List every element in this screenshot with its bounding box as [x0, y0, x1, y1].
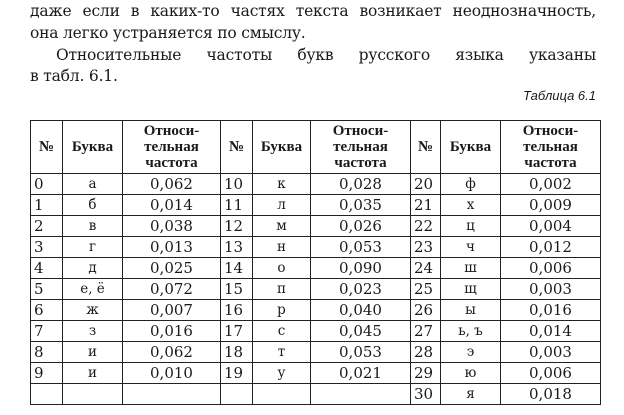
cell-letter: ж: [63, 300, 123, 321]
cell-letter: [63, 384, 123, 405]
cell-letter: к: [253, 174, 311, 195]
paragraph-2-line-1: Относительные частоты букв русского языка указаны: [56, 46, 596, 64]
header-frequency-line: Относи-: [143, 123, 200, 139]
cell-letter: [253, 384, 311, 405]
table-row: [31, 216, 601, 237]
cell-frequency: 0,016: [501, 300, 601, 321]
table-row: [31, 363, 601, 384]
table-row: [31, 258, 601, 279]
header-letter: Буква: [441, 121, 501, 174]
cell-letter: э: [441, 342, 501, 363]
cell-frequency: 0,090: [311, 258, 411, 279]
cell-number: 23: [411, 237, 441, 258]
cell-letter: з: [63, 321, 123, 342]
cell-letter: о: [253, 258, 311, 279]
table-header-row: [31, 121, 601, 174]
header-frequency-line: тельная: [333, 139, 388, 155]
cell-letter: у: [253, 363, 311, 384]
cell-letter: и: [63, 363, 123, 384]
cell-letter: ф: [441, 174, 501, 195]
table-row: [31, 384, 601, 405]
cell-frequency: 0,007: [123, 300, 221, 321]
cell-letter: ю: [441, 363, 501, 384]
cell-frequency: 0,006: [501, 258, 601, 279]
cell-letter: л: [253, 195, 311, 216]
header-frequency-line: частота: [334, 155, 387, 171]
cell-letter: я: [441, 384, 501, 405]
cell-letter: т: [253, 342, 311, 363]
header-frequency-line: частота: [524, 155, 577, 171]
cell-letter: с: [253, 321, 311, 342]
cell-frequency: 0,014: [501, 321, 601, 342]
header-letter: Буква: [63, 121, 123, 174]
cell-frequency: 0,038: [123, 216, 221, 237]
cell-number: 3: [31, 237, 63, 258]
cell-letter: х: [441, 195, 501, 216]
paragraph-1-line-1: даже если в каких-то частях текста возникает неоднозначность,: [30, 2, 596, 20]
header-number: №: [411, 121, 441, 174]
cell-frequency: 0,023: [311, 279, 411, 300]
cell-number: 28: [411, 342, 441, 363]
cell-letter: м: [253, 216, 311, 237]
cell-number: 10: [221, 174, 253, 195]
cell-letter: н: [253, 237, 311, 258]
cell-number: 5: [31, 279, 63, 300]
header-frequency: [501, 121, 601, 174]
cell-number: 25: [411, 279, 441, 300]
cell-frequency: 0,021: [311, 363, 411, 384]
cell-frequency: 0,053: [311, 342, 411, 363]
cell-letter: д: [63, 258, 123, 279]
table-row: [31, 300, 601, 321]
cell-number: 20: [411, 174, 441, 195]
cell-frequency: 0,010: [123, 363, 221, 384]
header-frequency-line: тельная: [144, 139, 199, 155]
letter-frequency-table: [30, 120, 601, 405]
cell-number: 29: [411, 363, 441, 384]
cell-frequency: 0,028: [311, 174, 411, 195]
cell-letter: г: [63, 237, 123, 258]
cell-number: 16: [221, 300, 253, 321]
cell-frequency: 0,062: [123, 342, 221, 363]
cell-number: 12: [221, 216, 253, 237]
cell-frequency: [123, 384, 221, 405]
cell-frequency: 0,012: [501, 237, 601, 258]
header-frequency-line: Относи-: [522, 123, 579, 139]
table-row: [31, 279, 601, 300]
cell-frequency: 0,003: [501, 342, 601, 363]
cell-number: 1: [31, 195, 63, 216]
cell-number: 4: [31, 258, 63, 279]
cell-number: [31, 384, 63, 405]
cell-frequency: 0,035: [311, 195, 411, 216]
cell-frequency: 0,026: [311, 216, 411, 237]
header-number: №: [31, 121, 63, 174]
cell-frequency: 0,014: [123, 195, 221, 216]
table-row: [31, 195, 601, 216]
header-letter: Буква: [253, 121, 311, 174]
cell-number: 14: [221, 258, 253, 279]
cell-number: 17: [221, 321, 253, 342]
cell-frequency: 0,040: [311, 300, 411, 321]
cell-number: [221, 384, 253, 405]
cell-letter: и: [63, 342, 123, 363]
cell-number: 26: [411, 300, 441, 321]
cell-number: 2: [31, 216, 63, 237]
header-frequency-line: тельная: [523, 139, 578, 155]
cell-number: 8: [31, 342, 63, 363]
cell-letter: ы: [441, 300, 501, 321]
cell-frequency: 0,002: [501, 174, 601, 195]
cell-letter: в: [63, 216, 123, 237]
table-row: [31, 237, 601, 258]
cell-number: 21: [411, 195, 441, 216]
cell-letter: ч: [441, 237, 501, 258]
cell-frequency: 0,062: [123, 174, 221, 195]
cell-frequency: 0,006: [501, 363, 601, 384]
cell-letter: е, ё: [63, 279, 123, 300]
cell-frequency: 0,045: [311, 321, 411, 342]
cell-number: 27: [411, 321, 441, 342]
table-caption: Таблица 6.1: [523, 88, 596, 103]
cell-frequency: 0,003: [501, 279, 601, 300]
cell-number: 6: [31, 300, 63, 321]
cell-number: 7: [31, 321, 63, 342]
cell-number: 18: [221, 342, 253, 363]
cell-letter: ц: [441, 216, 501, 237]
cell-number: 22: [411, 216, 441, 237]
cell-letter: а: [63, 174, 123, 195]
cell-letter: п: [253, 279, 311, 300]
cell-frequency: 0,009: [501, 195, 601, 216]
table-row: [31, 174, 601, 195]
cell-number: 11: [221, 195, 253, 216]
paragraph-2-line-2: в табл. 6.1.: [30, 67, 118, 85]
cell-number: 19: [221, 363, 253, 384]
cell-letter: р: [253, 300, 311, 321]
cell-frequency: 0,053: [311, 237, 411, 258]
cell-number: 15: [221, 279, 253, 300]
cell-frequency: 0,072: [123, 279, 221, 300]
cell-frequency: 0,004: [501, 216, 601, 237]
header-number: №: [221, 121, 253, 174]
table-row: [31, 321, 601, 342]
header-frequency-line: Относи-: [332, 123, 389, 139]
header-frequency-line: частота: [145, 155, 198, 171]
header-frequency: [311, 121, 411, 174]
cell-letter: ь, ъ: [441, 321, 501, 342]
cell-number: 9: [31, 363, 63, 384]
cell-number: 24: [411, 258, 441, 279]
cell-letter: щ: [441, 279, 501, 300]
header-frequency: [123, 121, 221, 174]
cell-frequency: 0,016: [123, 321, 221, 342]
table-row: [31, 342, 601, 363]
paragraph-1-line-2: она легко устраняется по смыслу.: [30, 24, 306, 42]
cell-number: 0: [31, 174, 63, 195]
cell-number: 13: [221, 237, 253, 258]
cell-letter: б: [63, 195, 123, 216]
cell-frequency: [311, 384, 411, 405]
cell-frequency: 0,018: [501, 384, 601, 405]
cell-frequency: 0,025: [123, 258, 221, 279]
cell-frequency: 0,013: [123, 237, 221, 258]
cell-letter: ш: [441, 258, 501, 279]
cell-number: 30: [411, 384, 441, 405]
